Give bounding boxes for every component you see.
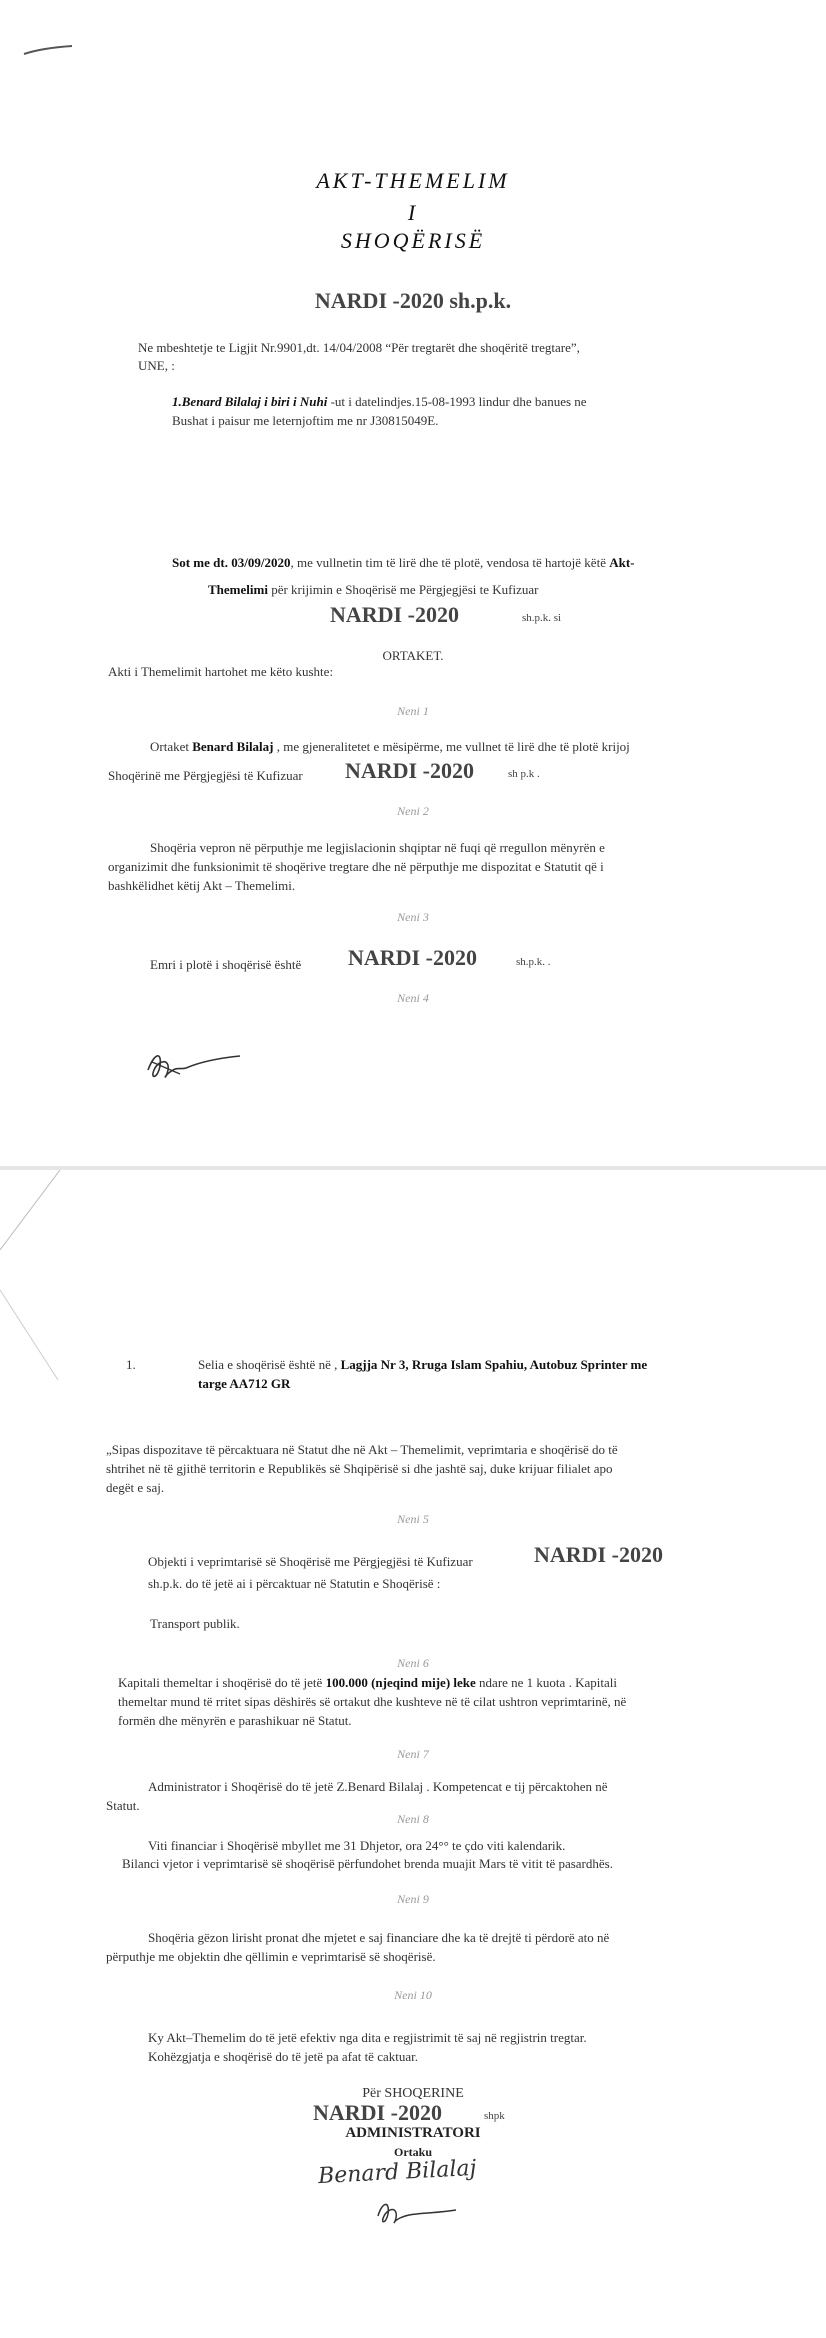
kap-text-a: Kapitali themeltar i shoqërisë do të jetë [118,1675,326,1690]
founder-details: -ut i datelindjes.15-08-1993 lindur dhe banues ne [327,394,587,409]
neni-7: Neni 7 [397,1747,429,1761]
adm-line-2: Statut. [106,1798,140,1813]
neni-9: Neni 9 [397,1892,429,1906]
sot-line [172,553,732,572]
company-heading: NARDI -2020 sh.p.k. [314,288,512,313]
sot-date: Sot me dt. 03/09/2020 [172,555,291,570]
nen2-line-2: organizimit dhe funksionimit të shoqërive tregtare dhe në përputhje me dispozitat e Statutit që i [108,859,604,874]
selia-line-2 [198,1374,290,1393]
gez-line-2: përputhje me objektin dhe qëllimin e veprimtarisë së shoqërisë. [106,1949,436,1964]
company-name-4: NARDI -2020 [534,1542,663,1567]
shpk-small: shpk [484,2110,505,2122]
adm-line-1: Administrator i Shoqërisë do të jetë Z.Benard Bilalaj . Kompetencat e tij përcaktohen në [148,1779,608,1794]
obj-line-1: Objekti i veprimtarisë së Shoqërisë me Përgjegjësi të Kufizuar [148,1554,473,1569]
ortaku-label: Ortaku [393,2145,432,2159]
kap-line-2: themeltar mund të rritet sipas dëshirës së ortakut dhe kushteve në të cilat ushtron veprimtarinë, në [118,1694,627,1709]
nen1-line-1 [150,737,630,756]
page-fold-mark [0,1170,90,1390]
selia-address: Lagjja Nr 3, Rruga Islam Spahiu, Autobuz Sprinter me [340,1357,648,1372]
intro-line-2: UNE, : [138,358,175,373]
kap-line-3: formën dhe mënyrën e parashikuar në Statut. [118,1713,352,1728]
neni-8: Neni 8 [397,1812,429,1826]
disp-line-2: shtrihet në të gjithë territorin e Republikës së Shqipërisë si dhe jashtë saj, duke krijuar filialet apo [106,1461,613,1476]
neni-6: Neni 6 [397,1656,429,1670]
neni-3: Neni 3 [397,910,429,924]
staple-mark [22,42,82,58]
document-page-1 [0,0,826,1168]
handwritten-name: Benard Bilalaj [317,2155,477,2190]
kap-line-1 [118,1673,617,1692]
akti-line: Akti i Themelimit hartohet me këto kushte: [108,664,334,679]
founder-line-1 [172,392,587,411]
ky-line-2: Kohëzgjatja e shoqërisë do të jetë pa afat të caktuar. [148,2049,418,2064]
obj-line-2: sh.p.k. do të jetë ai i përcaktuar në Statutin e Shoqërisë : [148,1576,441,1591]
transport-line: Transport publik. [150,1616,240,1631]
shpk-2: sh.p.k. . [516,956,551,968]
neni-2: Neni 2 [397,804,429,818]
kap-text-b: ndare ne 1 kuota . Kapitali [475,1675,617,1690]
kap-amount: 100.000 (njeqind mije) leke [325,1675,476,1690]
company-name-3: NARDI -2020 [348,945,477,970]
akt-label: Akt- [609,555,635,570]
fin-line-1: Viti financiar i Shoqërisë mbyllet me 31 Dhjetor, ora 24°° te çdo viti kalendarik. [148,1838,566,1853]
intro-line-1: Ne mbeshtetje te Ligjit Nr.9901,dt. 14/04/2008 “Për tregtarët dhe shoqëritë tregtare”, [138,340,580,355]
fin-line-2: Bilanci vjetor i veprimtarisë së shoqërisë përfundohet brenda muajit Mars të vitit të pasardhës. [122,1856,613,1871]
disp-line-1: „Sipas dispozitave të përcaktuara në Statut dhe në Akt – Themelimit, veprimtaria e shoqërisë do të [106,1442,618,1457]
nen1-text-b: , me gjeneralitetet e mësipërme, me vullnet të lirë dhe të plotë krijoj [273,739,630,754]
neni-5: Neni 5 [397,1512,429,1526]
founder-name: 1.Benard Bilalaj i biri i Nuhi [172,394,328,409]
selia-number: 1. [126,1357,136,1372]
neni-4: Neni 4 [397,991,429,1005]
nen1-name: Benard Bilalaj [192,739,274,754]
nen2-line-1: Shoqëria vepron në përputhje me legjislacionin shqiptar në fuqi që rregullon mënyrën e [150,840,605,855]
document-title-line2: I [407,200,419,225]
nen2-line-3: bashkëlidhet këtij Akt – Themelimi. [108,878,296,893]
company-name-5: NARDI -2020 [313,2100,442,2125]
company-name-2: NARDI -2020 [345,758,474,783]
founder-line-2: Bushat i paisur me leternjoftim me nr J30815049E. [172,413,439,428]
document-title-line1: AKT-THEMELIM [316,168,510,193]
sot-text: , me vullnetin tim të lirë dhe të plotë, vendosa të hartojë këtë [290,555,610,570]
per-shoqerine: Për SHOQERINE [362,2086,464,2101]
selia-line-1 [198,1355,647,1374]
themelimi-label: Themelimi [208,582,268,597]
themelimi-text: për krijimin e Shoqërisë me Përgjegjësi te Kufizuar [267,582,539,597]
neni-10: Neni 10 [394,1988,432,2002]
nen1-text-a: Ortaket [150,739,193,754]
shpk-1: sh p.k . [508,768,540,780]
ky-line-1: Ky Akt–Themelim do të jetë efektiv nga dita e regjistrimit të saj në regjistrin tregtar. [148,2030,587,2045]
document-page-2 [0,1170,826,2338]
neni-1: Neni 1 [397,704,429,718]
themelimi-line [208,580,538,599]
signature-initials-1 [140,1040,250,1090]
selia-plate: targe AA712 GR [198,1376,291,1391]
disp-line-3: degët e saj. [106,1480,165,1495]
administratori-label: ADMINISTRATORI [345,2125,481,2141]
nen1-line-2: Shoqërinë me Përgjegjësi të Kufizuar [108,768,303,783]
company-name-1: NARDI -2020 [330,602,459,627]
selia-text: Selia e shoqërisë është në , [198,1357,341,1372]
document-title-line3: SHOQËRISË [340,228,486,253]
nen3-text: Emri i plotë i shoqërisë është [150,957,302,972]
gez-line-1: Shoqëria gëzon lirisht pronat dhe mjetet e saj financiare dhe ka të drejtë ti përdorë ato në [148,1930,610,1945]
signature-initials-2 [372,2192,462,2232]
ortaket-heading: ORTAKET. [382,648,444,663]
shpk-si: sh.p.k. si [522,612,562,624]
